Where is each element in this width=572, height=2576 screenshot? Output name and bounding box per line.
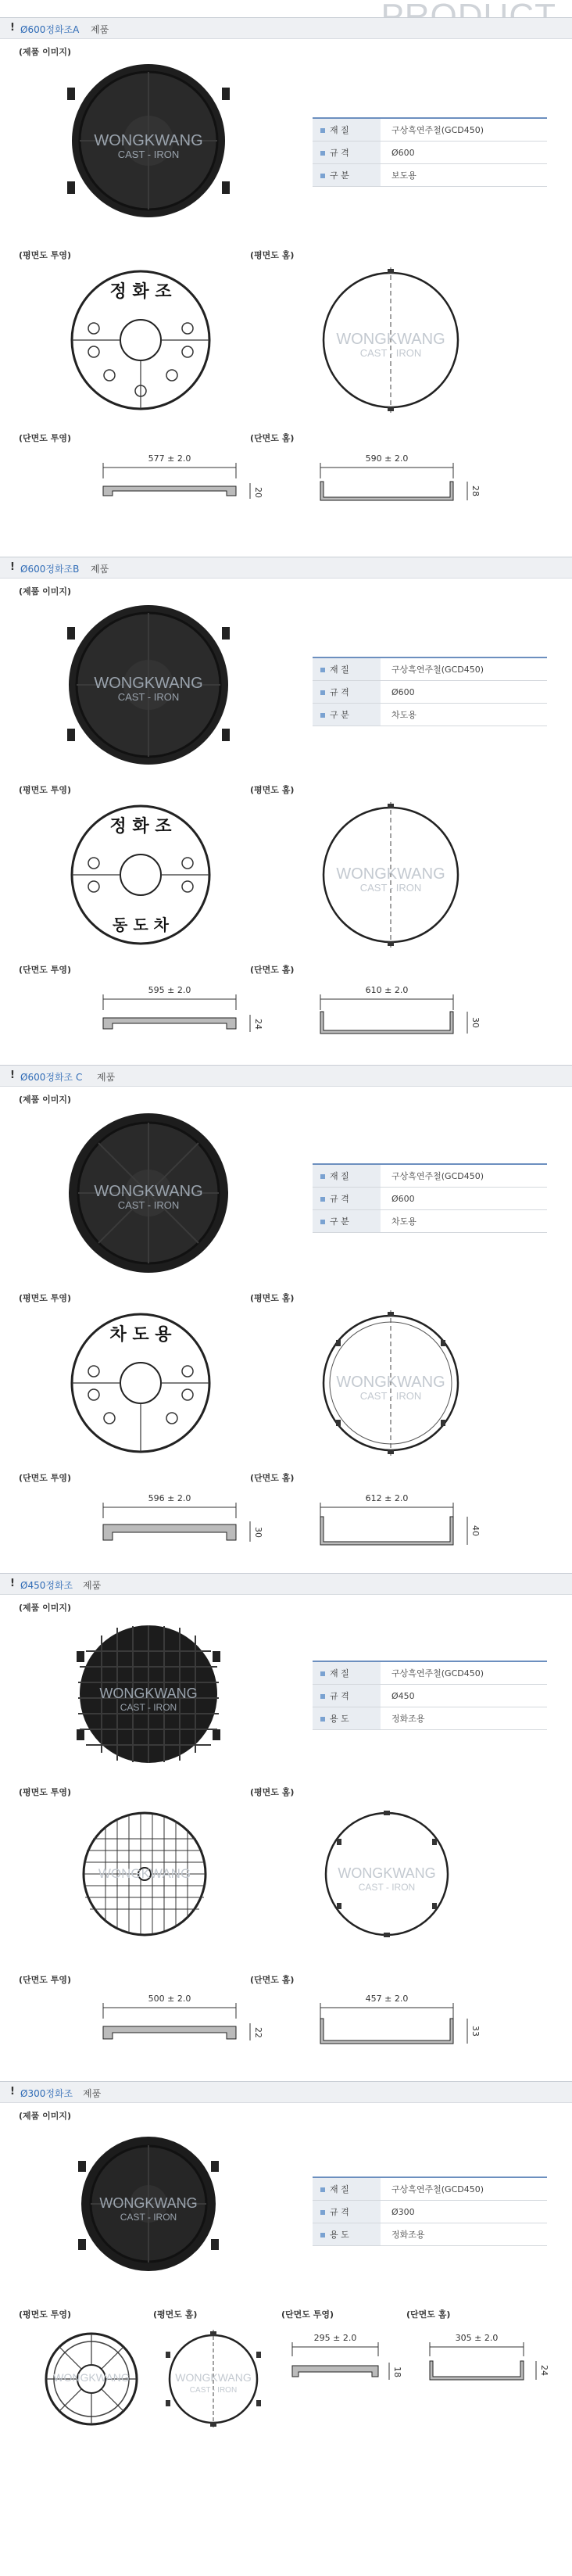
spec-row — [313, 1188, 547, 1210]
plan-text: 정 화 조 — [109, 817, 172, 837]
plan-text: 정 화 조 — [109, 282, 172, 302]
label-product-image: (제품 이미지) — [19, 2111, 72, 2121]
section-front-drawing — [94, 1487, 266, 1557]
watermark-line1: WONGKWANG — [336, 1374, 445, 1391]
spec-key: 용 도 — [330, 2230, 349, 2240]
spec-value: 정화조용 — [381, 1707, 547, 1730]
section-suffix: 제품 — [83, 2088, 102, 2099]
dim-width: 610 ± 2.0 — [365, 985, 409, 995]
spec-value: 구상흑연주철(GCD450) — [381, 2177, 547, 2201]
watermark-line2: CAST - IRON — [120, 1702, 177, 1713]
spec-table — [313, 117, 547, 187]
spec-row — [313, 1164, 547, 1188]
label-plan-front: (평면도 투영) — [19, 250, 72, 260]
section-front-drawing — [94, 1987, 266, 2058]
plan-front-drawing — [63, 1309, 219, 1457]
dim-width: 595 ± 2.0 — [148, 985, 191, 995]
section-suffix: 제품 — [83, 1580, 102, 1591]
product-section-1 — [0, 17, 572, 557]
section-model: Ø600정화조 C — [20, 1072, 83, 1083]
section-header — [0, 17, 572, 39]
plan-text-bottom: 동 도 차 — [113, 915, 169, 934]
plan-front-drawing — [63, 801, 219, 949]
spec-key: 규 격 — [330, 687, 349, 697]
watermark-line2: CAST - IRON — [120, 2212, 177, 2223]
dim-height: 22 — [253, 2027, 263, 2038]
bullet-icon — [320, 690, 325, 695]
plan-front-drawing — [41, 2328, 142, 2430]
spec-value: Ø600 — [381, 1188, 547, 1210]
watermark-line1: WONGKWANG — [175, 2371, 252, 2384]
watermark-line1: WONGKWANG — [336, 331, 445, 348]
label-section-front: (단면도 투영) — [19, 1975, 72, 1985]
section-header — [0, 557, 572, 579]
cover-photo — [70, 2130, 227, 2278]
section-suffix: 제품 — [91, 24, 109, 35]
spec-row — [313, 704, 547, 726]
spec-key: 구 분 — [330, 710, 349, 720]
spec-key: 규 격 — [330, 1691, 349, 1701]
label-plan-front: (평면도 투영) — [19, 1787, 72, 1797]
spec-value: 구상흑연주철(GCD450) — [381, 118, 547, 142]
spec-value: Ø300 — [381, 2201, 547, 2223]
spec-key: 규 격 — [330, 2207, 349, 2217]
watermark-line2: CAST - IRON — [117, 691, 180, 703]
section-back-drawing — [313, 447, 484, 518]
label-section-front: (단면도 투영) — [281, 2309, 334, 2320]
bullet-icon: ! — [10, 561, 15, 573]
label-section-front: (단면도 투영) — [19, 965, 72, 975]
section-back-drawing — [313, 979, 484, 1049]
spec-key: 재 질 — [330, 665, 349, 675]
watermark-line1: WONGKWANG — [94, 1183, 203, 1200]
spec-row — [313, 142, 547, 164]
bullet-icon — [320, 128, 325, 133]
watermark-line2: CAST - IRON — [358, 1882, 416, 1893]
label-product-image: (제품 이미지) — [19, 47, 72, 57]
bullet-icon: ! — [10, 22, 15, 34]
label-plan-front: (평면도 투영) — [19, 1293, 72, 1303]
label-plan-back: (평면도 홈) — [250, 785, 295, 795]
spec-value: 구상흑연주철(GCD450) — [381, 657, 547, 681]
watermark-line1: WONGKWANG — [98, 1866, 191, 1881]
label-section-back: (단면도 홈) — [250, 433, 295, 443]
section-front-drawing — [283, 2328, 400, 2406]
spec-value: 보도용 — [381, 164, 547, 187]
section-header — [0, 2081, 572, 2103]
label-section-back: (단면도 홈) — [406, 2309, 451, 2320]
bullet-icon — [320, 713, 325, 718]
label-section-front: (단면도 투영) — [19, 1473, 72, 1483]
spec-value: Ø600 — [381, 681, 547, 704]
bullet-icon: ! — [10, 2086, 15, 2098]
plan-front-drawing — [74, 1807, 215, 1940]
watermark-line2: CAST - IRON — [359, 1390, 422, 1402]
watermark-line1: WONGKWANG — [94, 132, 203, 149]
dim-height: 28 — [470, 485, 481, 496]
section-model: Ø300정화조 — [20, 2088, 73, 2099]
bullet-icon — [320, 1197, 325, 1202]
spec-value: 차도용 — [381, 1210, 547, 1233]
bullet-icon — [320, 151, 325, 156]
dim-height: 30 — [470, 1017, 481, 1028]
label-plan-back: (평면도 홈) — [153, 2309, 198, 2320]
spec-key: 구 분 — [330, 1216, 349, 1227]
bullet-icon — [320, 2187, 325, 2192]
spec-row — [313, 164, 547, 187]
bullet-icon — [320, 668, 325, 672]
plan-back-drawing — [316, 1807, 457, 1940]
label-section-back: (단면도 홈) — [250, 965, 295, 975]
spec-key: 재 질 — [330, 2184, 349, 2194]
label-plan-back: (평면도 홈) — [250, 1787, 295, 1797]
spec-key: 용 도 — [330, 1714, 349, 1724]
dim-width: 305 ± 2.0 — [455, 2333, 499, 2343]
watermark-line2: CAST - IRON — [359, 882, 422, 894]
spec-key: 재 질 — [330, 125, 349, 135]
spec-key: 구 분 — [330, 170, 349, 181]
bullet-icon: ! — [10, 1069, 15, 1081]
label-product-image: (제품 이미지) — [19, 1095, 72, 1105]
spec-key: 규 격 — [330, 148, 349, 158]
spec-value: 구상흑연주철(GCD450) — [381, 1164, 547, 1188]
spec-table — [313, 1661, 547, 1730]
watermark-line2: CAST - IRON — [359, 347, 422, 359]
spec-row — [313, 1707, 547, 1730]
bullet-icon — [320, 2233, 325, 2237]
spec-table — [313, 657, 547, 726]
spec-value: 구상흑연주철(GCD450) — [381, 1661, 547, 1685]
spec-row — [313, 2223, 547, 2246]
bullet-icon — [320, 1671, 325, 1676]
cover-photo — [70, 1620, 227, 1768]
plan-back-drawing — [313, 1309, 469, 1457]
spec-key: 재 질 — [330, 1668, 349, 1679]
spec-value: Ø600 — [381, 142, 547, 164]
section-back-drawing — [422, 2328, 547, 2406]
dim-height: 18 — [392, 2366, 402, 2377]
dim-width: 500 ± 2.0 — [148, 1994, 191, 2004]
section-header — [0, 1573, 572, 1595]
section-model: Ø600정화조B — [20, 564, 80, 575]
product-section-3 — [0, 1065, 572, 1573]
label-section-back: (단면도 홈) — [250, 1975, 295, 1985]
spec-row — [313, 1661, 547, 1685]
plan-back-drawing — [313, 801, 469, 949]
label-product-image: (제품 이미지) — [19, 586, 72, 597]
spec-value: Ø450 — [381, 1685, 547, 1707]
section-header — [0, 1065, 572, 1087]
spec-row — [313, 657, 547, 681]
product-section-5 — [0, 2081, 572, 2574]
spec-row — [313, 1685, 547, 1707]
label-section-back: (단면도 홈) — [250, 1473, 295, 1483]
bullet-icon — [320, 1220, 325, 1224]
dim-width: 590 ± 2.0 — [365, 453, 409, 464]
plan-front-drawing — [63, 266, 219, 414]
spec-key: 재 질 — [330, 1171, 349, 1181]
watermark-line1: WONGKWANG — [336, 865, 445, 883]
cover-photo — [63, 1112, 234, 1276]
bullet-icon — [320, 2210, 325, 2215]
section-back-drawing — [313, 1987, 484, 2058]
section-back-drawing — [313, 1487, 484, 1557]
plan-text: 차 도 용 — [109, 1325, 172, 1345]
bullet-icon — [320, 174, 325, 178]
bullet-icon: ! — [10, 1578, 15, 1589]
section-front-drawing — [94, 979, 266, 1049]
product-section-2 — [0, 557, 572, 1065]
dim-width: 295 ± 2.0 — [313, 2333, 357, 2343]
label-plan-back: (평면도 홈) — [250, 250, 295, 260]
spec-table — [313, 1163, 547, 1233]
dim-height: 33 — [470, 2026, 481, 2037]
dim-width: 596 ± 2.0 — [148, 1493, 191, 1503]
section-front-drawing — [94, 447, 266, 518]
section-model: Ø450정화조 — [20, 1580, 73, 1591]
label-plan-front: (평면도 투영) — [19, 785, 72, 795]
dim-height: 30 — [253, 1527, 263, 1538]
label-section-front: (단면도 투영) — [19, 433, 72, 443]
label-plan-front: (평면도 투영) — [19, 2309, 72, 2320]
cover-photo — [55, 64, 242, 220]
dim-height: 20 — [253, 487, 263, 498]
watermark-line2: CAST - IRON — [189, 2386, 238, 2395]
dim-width: 612 ± 2.0 — [365, 1493, 409, 1503]
spec-row — [313, 681, 547, 704]
bullet-icon — [320, 1174, 325, 1179]
dim-height: 24 — [539, 2365, 549, 2376]
watermark-line2: CAST - IRON — [117, 149, 180, 160]
dim-width: 457 ± 2.0 — [365, 1994, 409, 2004]
dim-height: 24 — [253, 1019, 263, 1030]
plan-back-drawing — [163, 2328, 264, 2430]
section-model: Ø600정화조A — [20, 24, 80, 35]
dim-width: 577 ± 2.0 — [148, 453, 191, 464]
label-product-image: (제품 이미지) — [19, 1603, 72, 1613]
watermark-line1: WONGKWANG — [53, 2371, 130, 2384]
bullet-icon — [320, 1694, 325, 1699]
spec-key: 규 격 — [330, 1194, 349, 1204]
spec-row — [313, 1210, 547, 1233]
cover-photo — [55, 604, 242, 768]
spec-row — [313, 2201, 547, 2223]
watermark-line1: WONGKWANG — [338, 1865, 436, 1881]
watermark-line1: WONGKWANG — [94, 675, 203, 692]
section-suffix: 제품 — [97, 1072, 116, 1083]
watermark-line1: WONGKWANG — [99, 2195, 198, 2211]
spec-value: 정화조용 — [381, 2223, 547, 2246]
label-plan-back: (평면도 홈) — [250, 1293, 295, 1303]
watermark-line1: WONGKWANG — [99, 1686, 198, 1701]
bullet-icon — [320, 1717, 325, 1722]
product-section-4 — [0, 1573, 572, 2081]
spec-row — [313, 118, 547, 142]
spec-row — [313, 2177, 547, 2201]
spec-value: 차도용 — [381, 704, 547, 726]
watermark-line2: CAST - IRON — [117, 1199, 180, 1211]
section-suffix: 제품 — [91, 564, 109, 575]
plan-back-drawing — [313, 266, 469, 414]
dim-height: 40 — [470, 1525, 481, 1536]
spec-table — [313, 2177, 547, 2246]
